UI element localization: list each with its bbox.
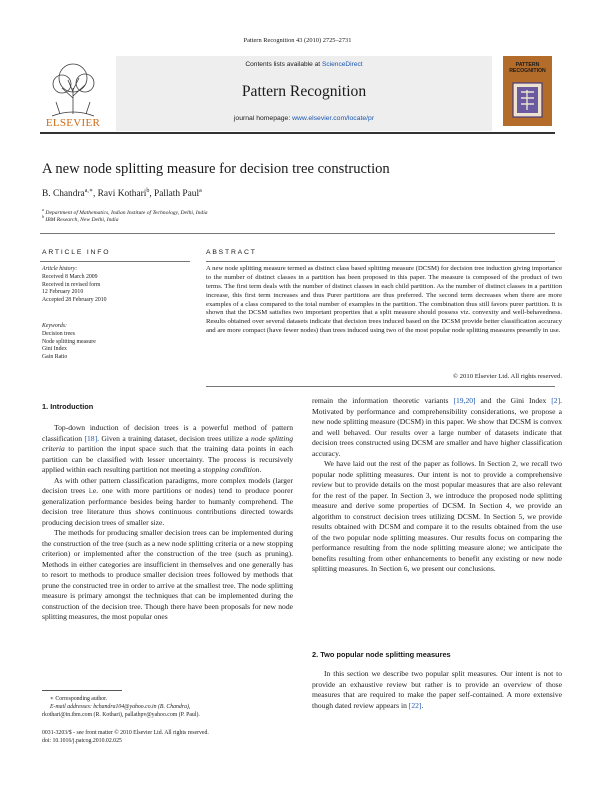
history-label: Article history: — [42, 266, 78, 272]
text-run: In this section we describe two popular split measures. Our intent is not to provide an exhaustive review but rather is to provide an overview of those measures that are required to make the paper self-contained. A more extensive though dated review appears in — [312, 669, 562, 710]
author-affiliation-mark[interactable]: b — [146, 188, 150, 194]
homepage-link[interactable]: www.elsevier.com/locate/pr — [292, 115, 375, 122]
cover-title-line1: PATTERN — [515, 62, 540, 68]
issn-line: 0031-3203/$ - see front matter © 2010 Elsevier Ltd. All rights reserved. — [42, 730, 209, 736]
author-affiliation-mark[interactable]: a — [199, 188, 202, 194]
text-run: . Motivated by performance and comprehensibility considerations, we propose a new node splitting measure (DCSM) in this paper. We show that DCSM is convex and well behaved. Our results over a large number of datasets indicate that decision trees constructed using DCSM are smaller and have higher classification accuracy. — [312, 396, 563, 458]
keyword-list — [42, 331, 96, 361]
citation-link[interactable]: [22] — [408, 700, 422, 710]
history-item: Received in revised form — [42, 281, 101, 288]
affiliation-mark: a — [42, 207, 44, 212]
journal-reference: Pattern Recognition 43 (2010) 2725–2731 — [243, 37, 352, 44]
abstract-text: A new node splitting measure termed as distinct class based splitting measure (DCSM) for decision tree induction giving importance to the number of distinct classes in a partition has been proposed in this paper. The measure is composed of the product of two terms. The first term deals with the number of distinct classes in each child partition. As the number of distinct classes in a partition increase, this first term increases and thus Purer partitions are thus preferred. The second term decreases when there are more examples of a class compared to the total number of examples in the partition. The combination thus still favors purer partition. It is shown that the DCSM satisfies two important properties that a split measure should possess viz. convexity and well-behavedness. Results obtained over several datasets indicate that decision trees induced based on the DCSM provide better classification accuracy and are more compact (have fewer nodes) than trees induced using two of the most popular node splitting measures presently in use. — [206, 265, 562, 335]
left-column — [42, 423, 293, 623]
paragraph — [312, 396, 562, 459]
abstract-divider — [206, 261, 555, 262]
author-affiliation-mark[interactable]: a,∗ — [84, 188, 93, 194]
journal-cover-title — [503, 62, 552, 74]
contents-availability — [116, 61, 492, 68]
email-addresses-cont: rkothari@in.ibm.com (R. Kothari), pallathpv@yahoo.com (P. Paul). — [42, 712, 200, 718]
author-name: B. Chandra — [42, 189, 85, 200]
author-name: Ravi Kothari — [97, 189, 147, 200]
citation-link[interactable]: [19,20] — [453, 396, 476, 405]
abstract-label: ABSTRACT — [206, 249, 257, 256]
text-run: remain the information theoretic variants — [312, 396, 454, 405]
section-heading-split-measures: 2. Two popular node splitting measures — [312, 650, 451, 659]
keyword: Decision trees — [42, 331, 75, 337]
article-info-divider — [40, 261, 190, 262]
text-run: and the Gini Index — [475, 396, 552, 405]
affiliation — [42, 214, 119, 223]
author-name: Pallath Paul — [154, 189, 200, 200]
email-addresses: E-mail addresses: bchandra104@yahoo.co.in (B. Chandra), — [50, 704, 191, 710]
citation-link[interactable]: [18] — [84, 433, 98, 443]
doi-line[interactable]: doi: 10.1016/j.patcog.2010.02.025 — [42, 738, 122, 744]
text-run: . — [259, 465, 262, 474]
journal-title: Pattern Recognition — [241, 83, 367, 100]
paragraph: As with other pattern classification paradigms, more complex models (larger decision trees i.e. one with more partitions or nodes) tend to produce poorer generalization performance besides being harder to humanly comprehend. The decision tree literature thus shows continuous contributions directed towards producing decision trees of smaller size. — [42, 475, 293, 527]
emphasis: stopping condition — [202, 465, 260, 474]
journal-homepage — [116, 115, 492, 122]
paragraph — [42, 423, 293, 476]
cover-emblem-icon — [512, 82, 543, 118]
right-column — [312, 396, 562, 575]
contents-prefix: Contents lists available at — [245, 61, 322, 68]
affiliation-mark: b — [42, 214, 44, 219]
abstract-copyright: © 2010 Elsevier Ltd. All rights reserved. — [452, 373, 562, 380]
homepage-prefix: journal homepage: — [233, 115, 293, 122]
keyword: Node splitting measure — [42, 338, 96, 345]
corresponding-author-note: ∗ Corresponding author. — [50, 696, 108, 702]
text-run: to partition the input space such that the training data points in each partition can be classified with lesser uncertainty. The process is recursively applied within each resulting partition not meeting a — [42, 444, 293, 474]
keyword: Gini Index — [42, 346, 67, 353]
paragraph: The methods for producing smaller decision trees can be implemented during the construction of the tree (such as a new node splitting criteria or a new stopping criterion) or implemented after the construction of the tree (such as pruning). Methods in either categories are insufficient in themselves and one generally has to resort to methods to produce smaller decision trees followed by methods that prune the constructed tree in order to arrive at the smallest tree. The node splitting measure is primary amongst the techniques that can be implemented during the construction of the decision tree. Though there have been proposals for new node splitting measures, the most popular ones — [42, 528, 293, 621]
paragraph: We have laid out the rest of the paper as follows. In Section 2, we recall two popular node splitting measures. Our intent is not to provide a comprehensive review but to provide details on the most popular measures that are also relevant for the rest of the paper. In Section 3, we introduce the proposed node splitting measure and derive some properties of DCSM. In Section 4, we provide an algorithm to construct decision trees utilizing DCSM. In Section 5, we provide results obtained with DCSM and compare it to the results obtained from the use of the two popular node splitting measures. Our results focus on comparing the performance resulting from the node splitting measure alone; we anticipate the benefits resulting from other enhancements to benefit any existing or new node splitting measures. In Section 6, we present our conclusions. — [312, 459, 562, 573]
section-heading-introduction: 1. Introduction — [42, 402, 94, 411]
right-column-section2 — [312, 669, 562, 711]
author-list: B. Chandra$^{a,∗}$, Ravi Kothari$^b$, Pallath Paul$^a$ — [42, 188, 202, 200]
article-title: A new node splitting measure for decision tree construction — [42, 161, 390, 177]
affiliation-text: Department of Mathematics, Indian Institute of Technology, Delhi, India — [45, 209, 208, 216]
keyword: Gain Ratio — [42, 353, 68, 360]
cover-title-line2: RECOGNITION — [509, 68, 546, 74]
affiliation-text: IBM Research, New Delhi, India — [45, 216, 119, 223]
history-item: Received 8 March 2009 — [42, 274, 98, 280]
history-item: 12 February 2010 — [42, 289, 84, 296]
sciencedirect-link[interactable]: ScienceDirect — [321, 61, 363, 68]
citation-link[interactable]: [2] — [551, 396, 561, 405]
publisher-logo-wordmark: ELSEVIER — [45, 117, 101, 129]
text-run: . — [421, 700, 424, 710]
emphasis: node splitting criteria — [42, 433, 293, 453]
abstract-end-divider — [206, 386, 555, 387]
keywords-label: Keywords: — [42, 323, 67, 329]
affiliation-divider — [40, 233, 555, 234]
header-divider — [40, 132, 555, 134]
text-run: Top-down induction of decision trees is a powerful method of pattern classification — [42, 423, 293, 443]
history-list — [42, 274, 107, 304]
footnote-divider — [42, 690, 122, 691]
article-info-label: ARTICLE INFO — [42, 249, 111, 256]
history-item: Accepted 28 February 2010 — [42, 296, 107, 303]
text-run: . Given a training dataset, decision trees utilize a — [97, 433, 251, 443]
paragraph — [312, 669, 562, 711]
